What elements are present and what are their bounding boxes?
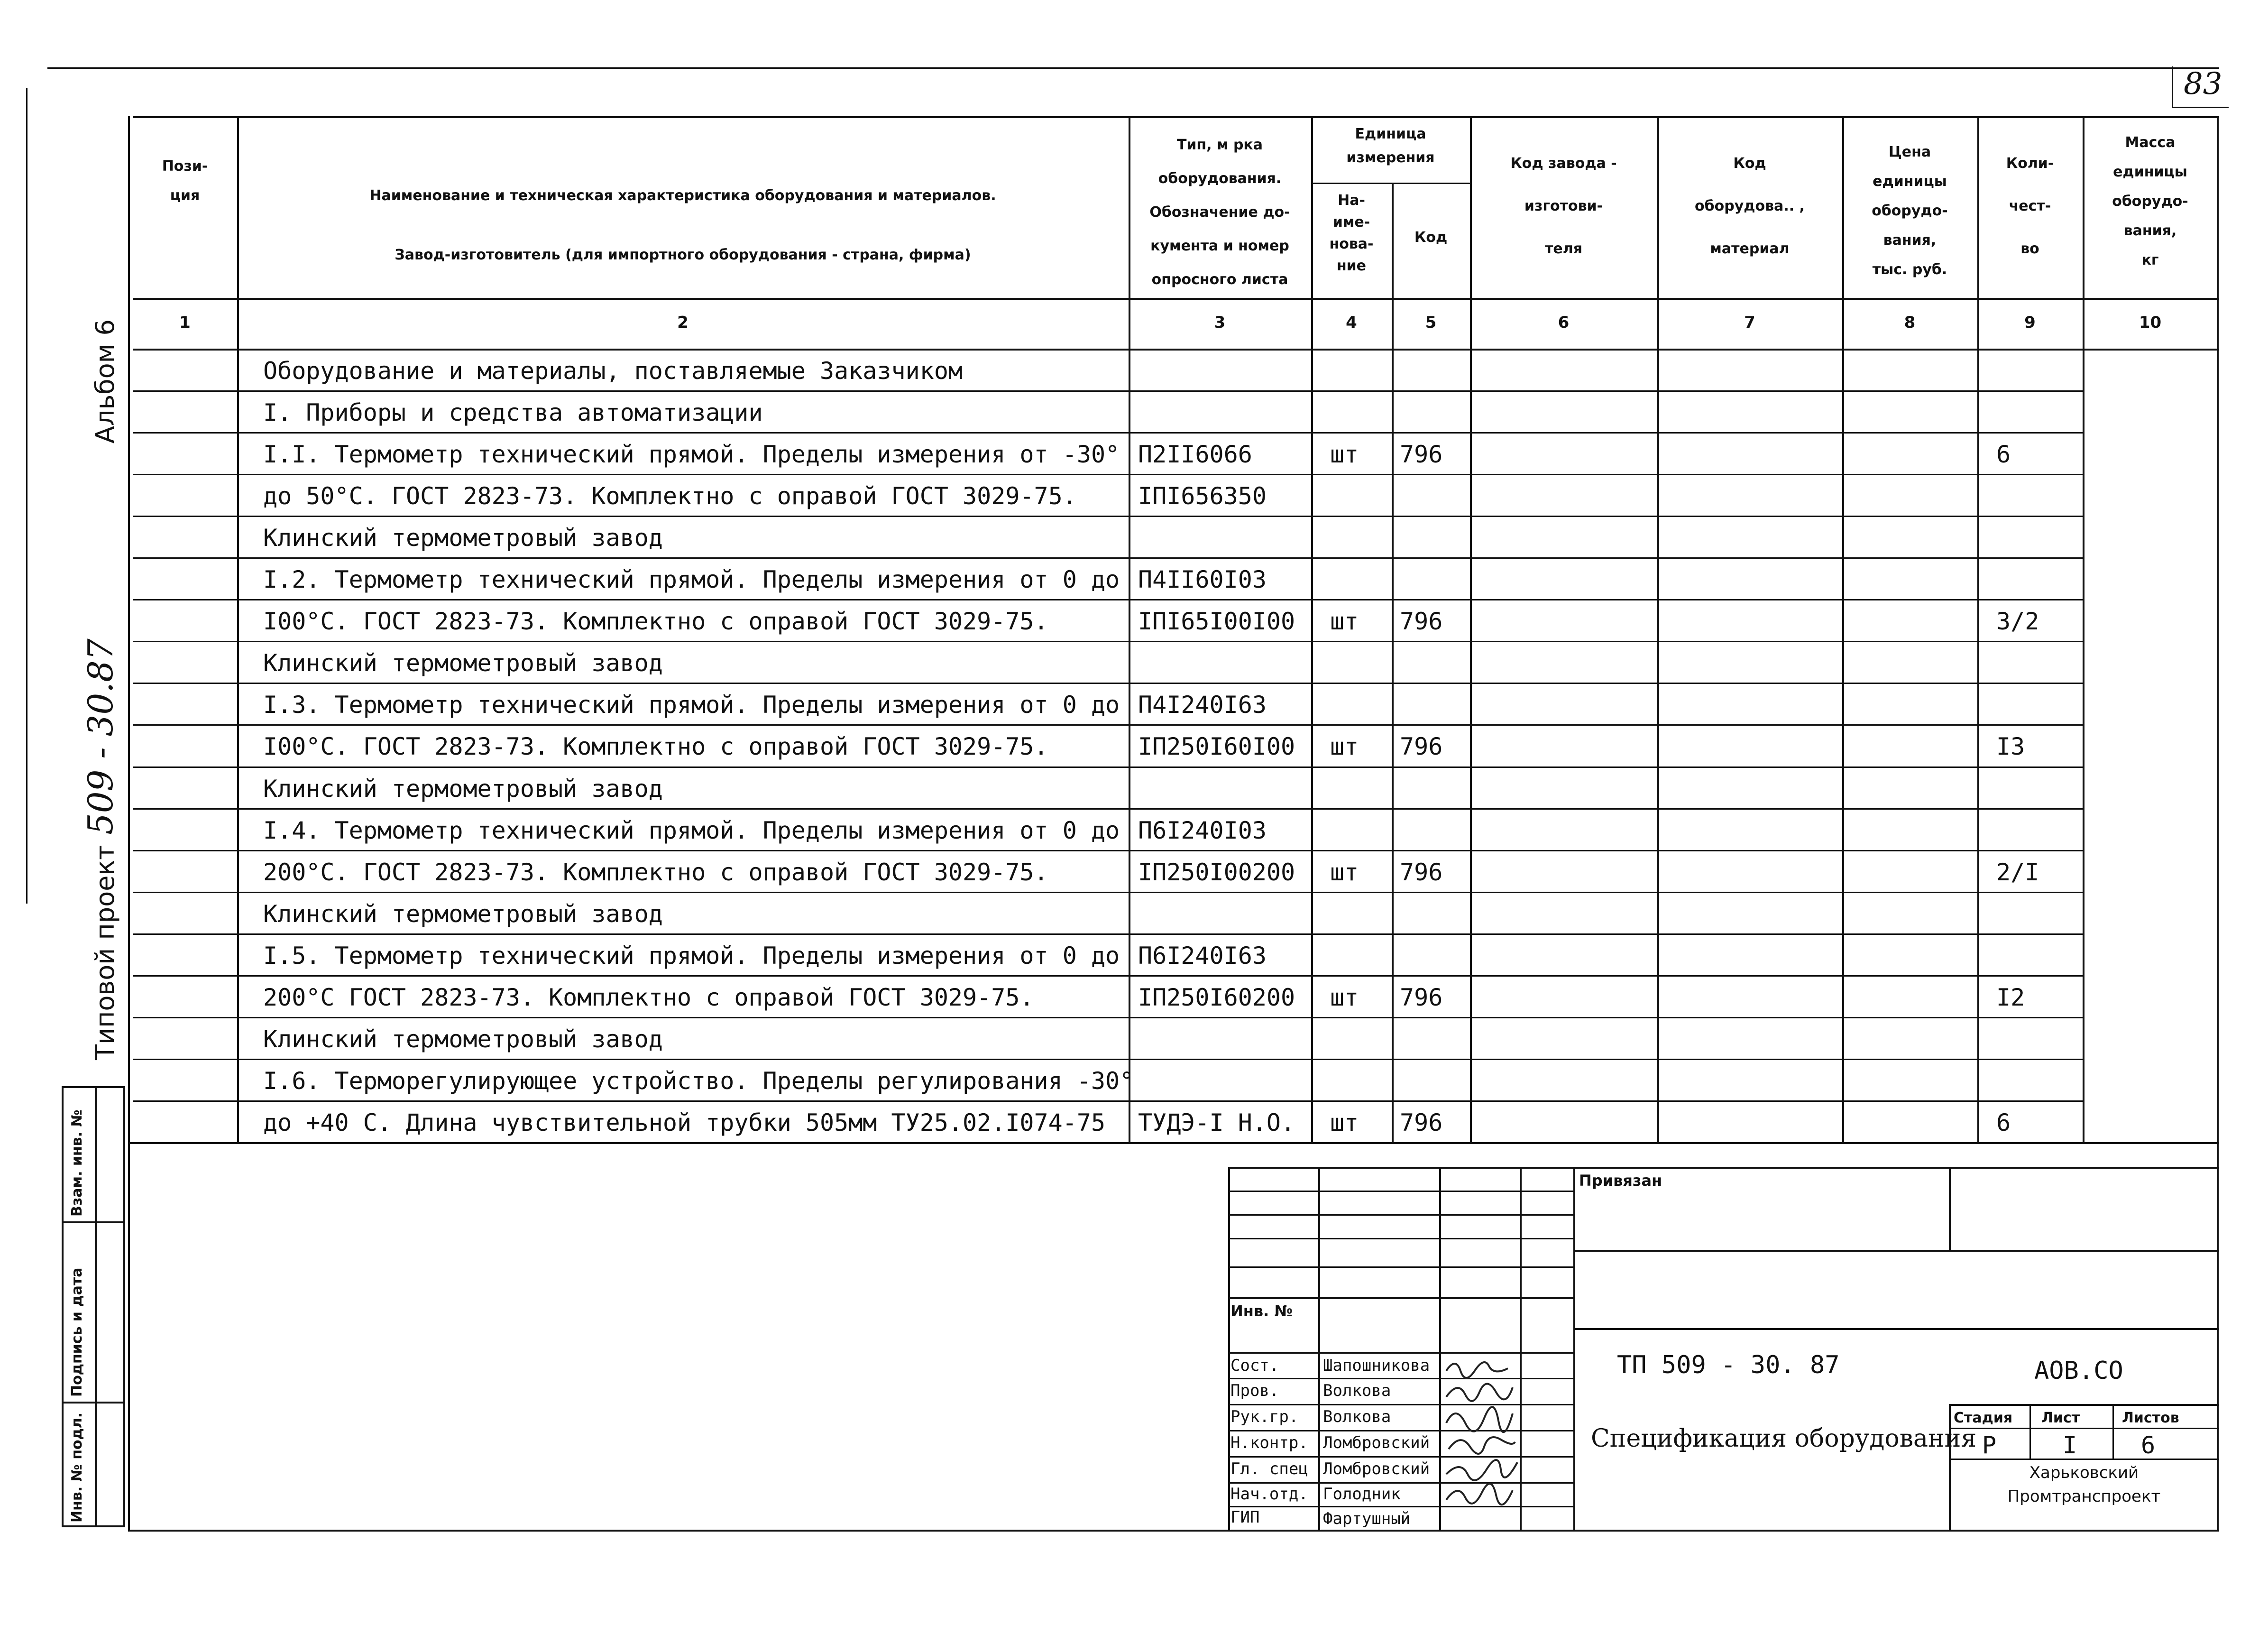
header-equipment-code: Код оборудова.. , материал <box>1695 155 1805 257</box>
row-divider <box>133 933 2083 935</box>
row-name: I.I. Термометр технический прямой. Пределы измерения от -30° <box>263 441 1120 469</box>
signatures-image <box>1442 1352 1522 1508</box>
header-unit-name: На- име- нова- ние <box>1329 192 1374 274</box>
role-prov: Пров. <box>1230 1381 1279 1400</box>
privyazan-label: Привязан <box>1579 1172 1662 1190</box>
row-quantity: I2 <box>1996 983 2025 1011</box>
row-name: I.4. Термометр технический прямой. Пределы измерения от 0 до <box>263 816 1120 844</box>
tb-line <box>1228 1167 2219 1169</box>
row-type: IП250I60200 <box>1138 983 1295 1011</box>
page-number: 83 <box>2184 66 2222 102</box>
doc-title: Спецификация оборудования <box>1591 1424 1977 1453</box>
row-unit: шт <box>1330 983 1359 1011</box>
tb-line <box>1228 1167 1230 1530</box>
row-name: Клинский термометровый завод <box>263 524 663 552</box>
row-type: ТУДЭ-I Н.О. <box>1138 1108 1295 1136</box>
row-name: I.5. Термометр технический прямой. Пределы измерения от 0 до <box>263 942 1120 969</box>
colnum-bottom-line <box>133 349 2219 351</box>
row-unit-code: 796 <box>1400 1108 1443 1136</box>
row-name: Оборудование и материалы, поставляемые Заказчиком <box>263 357 963 385</box>
header-bottom-line <box>133 298 2219 300</box>
row-divider <box>133 766 2083 768</box>
tb-line <box>1949 1404 2219 1406</box>
row-unit-code: 796 <box>1400 983 1443 1011</box>
tb-line <box>1318 1167 1320 1530</box>
header-position: Пози- ция <box>162 158 208 204</box>
row-unit-code: 796 <box>1400 733 1443 761</box>
row-divider <box>133 599 2083 600</box>
row-name: 200°С. ГОСТ 2823-73. Комплектно с оправой ГОСТ 3029-75. <box>263 858 1048 886</box>
role-sost: Сост. <box>1230 1356 1279 1375</box>
sheet-bottom-line <box>128 1530 2219 1532</box>
row-type: IПI656350 <box>1138 482 1267 510</box>
row-name: Клинский термометровый завод <box>263 649 663 677</box>
row-name: до 50°С. ГОСТ 2823-73. Комплектно с оправой ГОСТ 3029-75. <box>263 482 1077 510</box>
left-stamp-divider <box>62 1221 125 1223</box>
colnum-3: 3 <box>1214 313 1226 332</box>
header-unit: Единица измерения <box>1346 126 1435 166</box>
tb-line <box>1228 1191 1573 1192</box>
row-name: 200°С ГОСТ 2823-73. Комплектно с оправой ГОСТ 3029-75. <box>263 983 1034 1011</box>
header-price: Цена единицы оборудо- вания, тыс. руб. <box>1872 144 1948 278</box>
colnum-8: 8 <box>1904 313 1916 332</box>
tb-line <box>1228 1266 1573 1268</box>
doc-code: ТП 509 - 30. 87 <box>1617 1351 1840 1379</box>
tb-line <box>1228 1297 1573 1299</box>
row-name: I.3. Термометр технический прямой. Пределы измерения от 0 до <box>263 691 1120 719</box>
row-name: I.6. Терморегулирующее устройство. Пределы регулирования -30° <box>263 1067 1134 1095</box>
doc-mark: АОВ.СО <box>2034 1357 2123 1385</box>
stage-label: Стадия <box>1954 1410 2013 1426</box>
header-name: Наименование и техническая характеристика оборудования и материалов. Завод-изготовитель (для импортного оборудования - страна, фирма) <box>369 187 996 263</box>
colnum-9: 9 <box>2024 313 2036 332</box>
role-gl-spec: Гл. спец <box>1230 1459 1308 1478</box>
row-type: П4II60I03 <box>1138 566 1267 594</box>
colnum-2: 2 <box>677 313 689 332</box>
row-unit-code: 796 <box>1400 608 1443 636</box>
tb-line <box>1573 1328 2219 1330</box>
colnum-1: 1 <box>179 313 191 332</box>
header-factory-code: Код завода - изготови- теля <box>1510 155 1617 257</box>
name-gip: Фартушный <box>1323 1509 1411 1528</box>
row-quantity: I3 <box>1996 733 2025 761</box>
row-name: I.2. Термометр технический прямой. Пределы измерения от 0 до <box>263 566 1120 594</box>
row-name: Клинский термометровый завод <box>263 775 663 803</box>
header-unit-code: Код <box>1414 229 1448 246</box>
sheet-label: Лист <box>2041 1410 2080 1426</box>
main-frame-right <box>2217 116 2219 1531</box>
row-unit: шт <box>1330 1108 1359 1136</box>
left-margin-line <box>26 88 28 904</box>
name-ruk-gr: Волкова <box>1323 1407 1391 1426</box>
row-divider <box>133 474 2083 475</box>
colnum-6: 6 <box>1558 313 1570 332</box>
org-name-line2: Промтранспроект <box>2007 1487 2161 1506</box>
sheets-value: 6 <box>2141 1431 2156 1459</box>
row-type: IП250I60I00 <box>1138 733 1295 761</box>
row-name: Клинский термометровый завод <box>263 900 663 928</box>
row-unit-code: 796 <box>1400 441 1443 469</box>
row-name: I00°С. ГОСТ 2823-73. Комплектно с оправой ГОСТ 3029-75. <box>263 733 1048 761</box>
row-divider <box>133 390 2083 392</box>
header-type: Тип, м рка оборудования. Обозначение до- кумента и номер опросного листа <box>1149 137 1290 288</box>
tb-line <box>1228 1238 1573 1239</box>
page-number-box-line <box>2172 107 2229 108</box>
left-stamp-divider <box>62 1402 125 1403</box>
row-quantity: 6 <box>1996 1108 2011 1136</box>
tb-line <box>1439 1167 1441 1530</box>
sheet-value: I <box>2063 1431 2077 1459</box>
row-type: П6I240I03 <box>1138 816 1267 844</box>
row-divider <box>133 724 2083 726</box>
sign-date-label: Подпись и дата <box>69 1267 85 1397</box>
row-unit: шт <box>1330 733 1359 761</box>
org-name-line1: Харьковский <box>2029 1463 2139 1482</box>
row-divider <box>133 516 2083 517</box>
tb-line <box>2029 1404 2031 1459</box>
row-divider <box>133 975 2083 977</box>
row-unit: шт <box>1330 441 1359 469</box>
left-stamp-divider <box>95 1086 97 1527</box>
row-name: Клинский термометровый завод <box>263 1025 663 1053</box>
row-name: I00°С. ГОСТ 2823-73. Комплектно с оправой ГОСТ 3029-75. <box>263 608 1048 636</box>
colnum-7: 7 <box>1744 313 1755 332</box>
tb-line <box>1949 1167 1951 1250</box>
colnum-5: 5 <box>1425 313 1437 332</box>
role-n-kontr: Н.контр. <box>1230 1433 1308 1452</box>
name-prov: Волкова <box>1323 1381 1391 1400</box>
colnum-4: 4 <box>1346 313 1357 332</box>
side-project-label: Типовой проект <box>90 845 120 1060</box>
role-nach-otd: Нач.отд. <box>1230 1485 1308 1504</box>
row-name: до +40 С. Длина чувствительной трубки 505мм ТУ25.02.I074-75 <box>263 1108 1106 1136</box>
row-divider <box>133 683 2083 684</box>
row-name: I. Приборы и средства автоматизации <box>263 399 763 427</box>
row-divider <box>133 557 2083 559</box>
unit-subheader-line <box>1311 183 1470 184</box>
row-unit: шт <box>1330 858 1359 886</box>
top-border-line <box>47 67 2219 69</box>
stage-value: Р <box>1982 1431 1997 1459</box>
table-bottom-line <box>128 1142 2219 1144</box>
row-divider <box>133 1100 2083 1102</box>
inv-no-label: Инв. № <box>1230 1302 1293 1320</box>
row-divider <box>133 641 2083 642</box>
row-type: П2II6066 <box>1138 441 1252 469</box>
header-quantity: Коли- чест- во <box>2006 155 2054 257</box>
row-divider <box>133 808 2083 810</box>
row-quantity: 6 <box>1996 441 2011 469</box>
tb-line <box>2112 1404 2114 1459</box>
role-gip: ГИП <box>1230 1508 1260 1527</box>
name-n-kontr: Ломбровский <box>1323 1433 1430 1452</box>
row-unit-code: 796 <box>1400 858 1443 886</box>
name-nach-otd: Голодник <box>1323 1485 1401 1504</box>
table-top-line <box>133 116 2219 118</box>
row-type: IП250I00200 <box>1138 858 1295 886</box>
row-type: IПI65I00I00 <box>1138 608 1295 636</box>
row-divider <box>133 892 2083 893</box>
row-divider <box>133 1059 2083 1060</box>
page-number-box-line <box>2172 66 2173 108</box>
row-quantity: 2/I <box>1996 858 2039 886</box>
row-type: П4I240I63 <box>1138 691 1267 719</box>
tb-line <box>1228 1214 1573 1216</box>
name-sost: Шапошникова <box>1323 1356 1430 1375</box>
header-mass: Масса единицы оборудо- вания, кг <box>2112 134 2188 268</box>
inv-orig-label: Инв. № подл. <box>69 1412 85 1523</box>
tb-line <box>1573 1250 2219 1252</box>
row-quantity: 3/2 <box>1996 608 2039 636</box>
colnum-10: 10 <box>2139 313 2162 332</box>
inv-replace-label: Взам. инв. № <box>69 1109 85 1217</box>
row-unit: шт <box>1330 608 1359 636</box>
role-ruk-gr: Рук.гр. <box>1230 1407 1299 1426</box>
row-divider <box>133 1017 2083 1018</box>
name-gl-spec: Ломбровский <box>1323 1459 1430 1478</box>
row-divider <box>133 850 2083 851</box>
sheets-label: Листов <box>2122 1410 2179 1426</box>
side-album-label: Альбом 6 <box>90 319 120 443</box>
row-type: П6I240I63 <box>1138 942 1267 969</box>
row-divider <box>133 432 2083 434</box>
tb-line <box>1949 1428 2219 1429</box>
tb-line <box>1573 1167 1575 1530</box>
side-project-number: 509 - 30.87 <box>81 638 120 835</box>
